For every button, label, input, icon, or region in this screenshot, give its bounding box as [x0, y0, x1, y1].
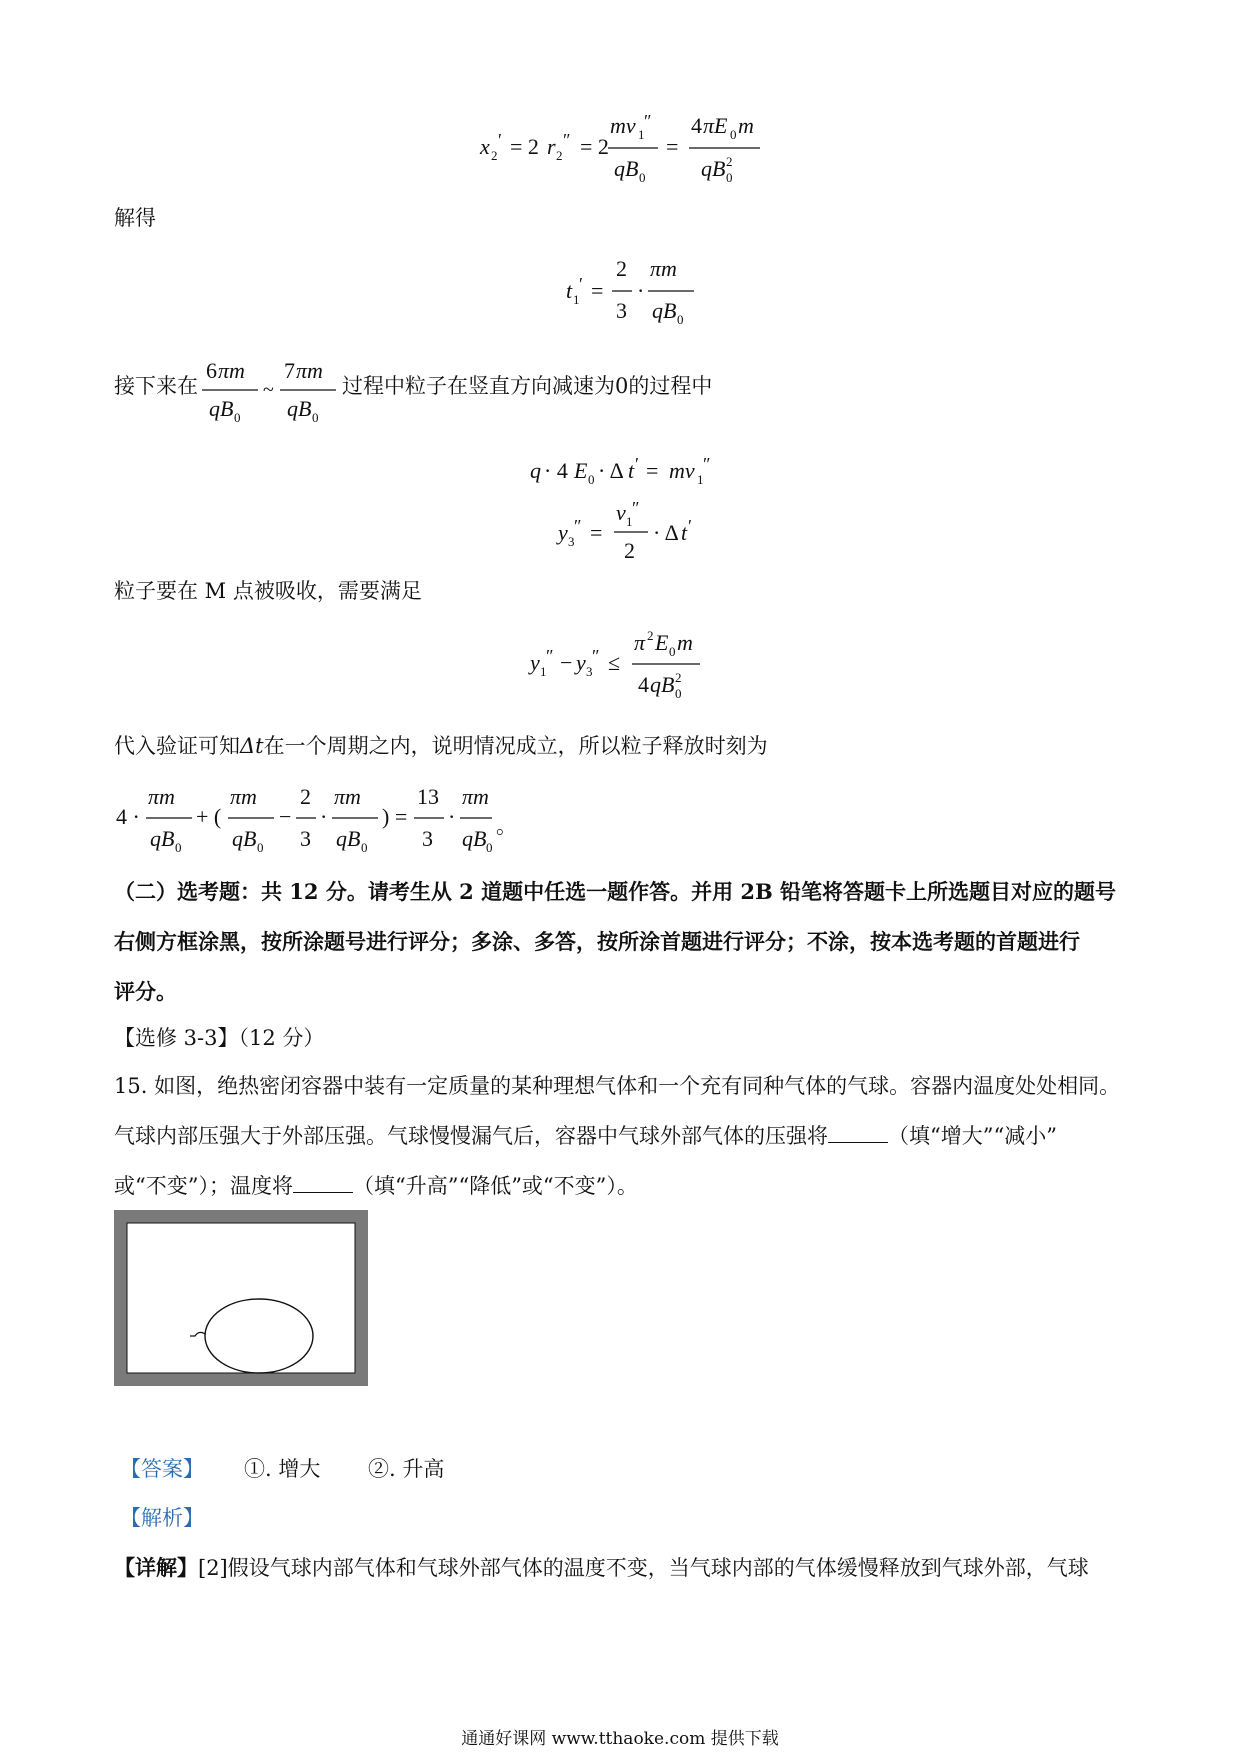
verify-line: 代入验证可知Δt在一个周期之内，说明情况成立，所以粒子释放时刻为: [114, 734, 768, 758]
equation-y3: [556, 500, 716, 570]
svg-text:πm: πm: [148, 784, 175, 809]
inequality-y: [528, 626, 728, 704]
period-mark: 。: [496, 814, 517, 838]
q15-line-3: 或“不变”）；温度将 （填“升高”“降低”或“不变”）。: [114, 1174, 638, 1198]
svg-text:3: 3: [616, 298, 627, 323]
svg-text:2: 2: [675, 670, 682, 685]
svg-text:″: ″: [632, 498, 640, 518]
svg-text:·: ·: [320, 804, 328, 829]
svg-text:πE: πE: [703, 113, 728, 138]
svg-text:0: 0: [639, 170, 646, 185]
svg-text:qB: qB: [209, 396, 234, 421]
svg-text:qB: qB: [287, 396, 312, 421]
svg-text:·: ·: [637, 278, 645, 303]
svg-text:2: 2: [616, 256, 627, 281]
detail-line: 【详解】[2]假设气球内部气体和气球外部气体的温度不变，当气球内部的气体缓慢释放到气球外部，气球: [114, 1555, 1089, 1580]
answer-blank-2: [293, 1174, 353, 1193]
svg-text:4 ·: 4 ·: [116, 804, 140, 829]
svg-text:2: 2: [647, 628, 654, 643]
svg-text:~: ~: [263, 379, 274, 401]
svg-text:=: =: [591, 278, 604, 303]
svg-text:0: 0: [726, 170, 733, 185]
svg-text:−: −: [279, 804, 292, 829]
svg-text:t: t: [628, 458, 635, 483]
svg-text:y: y: [530, 650, 540, 675]
svg-text:−: −: [560, 650, 573, 675]
svg-text:2: 2: [491, 148, 498, 163]
equation-t1-prime: [564, 254, 704, 334]
svg-text:3: 3: [422, 826, 433, 851]
svg-text:0: 0: [175, 840, 182, 855]
svg-text:0: 0: [361, 840, 368, 855]
svg-text:1: 1: [697, 472, 704, 487]
svg-text:π: π: [634, 630, 646, 655]
svg-text:qB: qB: [336, 826, 361, 851]
svg-text:1: 1: [540, 664, 547, 679]
release-time-expression: [114, 780, 494, 856]
solve-label: 解得: [114, 206, 156, 230]
analysis-tag: 【解析】: [120, 1506, 204, 1530]
svg-text:E: E: [655, 630, 669, 655]
svg-text:m: m: [677, 630, 693, 655]
equation-x2-prime: [478, 108, 798, 188]
svg-text:″: ″: [563, 130, 571, 150]
svg-text:+ (: + (: [196, 804, 222, 829]
svg-text:2: 2: [300, 784, 311, 809]
svg-text:3: 3: [568, 534, 575, 549]
svg-text:″: ″: [644, 111, 652, 131]
svg-text:1: 1: [573, 292, 580, 307]
svg-text:″: ″: [703, 454, 711, 474]
svg-text:πm: πm: [218, 358, 245, 383]
svg-text:· 4: · 4: [544, 458, 568, 483]
svg-text:qB: qB: [652, 298, 677, 323]
then-suffix: 过程中粒子在竖直方向减速为0的过程中: [342, 374, 713, 398]
svg-text:0: 0: [677, 312, 684, 327]
svg-text:) =: ) =: [382, 804, 408, 829]
container-diagram: [114, 1210, 368, 1386]
svg-text:qB: qB: [701, 156, 726, 181]
svg-text:7: 7: [284, 358, 295, 383]
absorb-line: 粒子要在 M 点被吸收，需要满足: [114, 579, 422, 603]
svg-text:1: 1: [638, 127, 645, 142]
svg-text:″: ″: [592, 646, 600, 666]
svg-text:= 2: = 2: [580, 134, 609, 159]
section-heading-line-3: 评分。: [114, 979, 177, 1004]
svg-text:0: 0: [669, 644, 676, 659]
svg-text:0: 0: [588, 472, 595, 487]
svg-text:0: 0: [312, 410, 319, 425]
svg-text:=: =: [646, 458, 659, 483]
svg-text:0: 0: [234, 410, 241, 425]
svg-text:r: r: [547, 134, 556, 159]
svg-text:qB: qB: [650, 672, 675, 697]
svg-text:t: t: [681, 520, 688, 545]
equation-impulse: [528, 452, 748, 488]
svg-text:3: 3: [300, 826, 311, 851]
svg-text:· Δ: · Δ: [598, 458, 624, 483]
svg-text:=: =: [666, 134, 679, 159]
svg-text:q: q: [530, 458, 541, 483]
answer-tag: 【答案】: [120, 1457, 204, 1481]
svg-text:0: 0: [257, 840, 264, 855]
svg-text:v: v: [616, 500, 626, 525]
svg-text:1: 1: [626, 514, 633, 529]
answer-1: ①. 增大: [244, 1457, 321, 1481]
svg-text:x: x: [480, 134, 490, 159]
svg-text:= 2: = 2: [510, 134, 539, 159]
svg-text:y: y: [558, 520, 568, 545]
svg-text:13: 13: [417, 784, 439, 809]
svg-text:qB: qB: [232, 826, 257, 851]
svg-text:πm: πm: [296, 358, 323, 383]
svg-text:′: ′: [498, 130, 502, 150]
svg-text:· Δ: · Δ: [653, 520, 679, 545]
section-heading-line-1: （二）选考题：共 12 分。请考生从 2 道题中任选一题作答。并用 2B 铅笔将答题卡上所选题目对应的题号: [114, 879, 1117, 904]
q15-line-1: 15. 如图，绝热密闭容器中装有一定质量的某种理想气体和一个充有同种气体的气球。容器内温度处处相同。: [114, 1074, 1121, 1098]
svg-text:4: 4: [638, 672, 649, 697]
svg-text:πm: πm: [462, 784, 489, 809]
svg-text:″: ″: [574, 516, 582, 536]
answer-blank-1: [828, 1124, 888, 1143]
svg-text:2: 2: [624, 538, 635, 563]
q15-line-2: 气球内部压强大于外部压强。气球慢慢漏气后，容器中气球外部气体的压强将 （填“增大”“减小”: [114, 1124, 1057, 1148]
svg-text:qB: qB: [150, 826, 175, 851]
svg-text:E: E: [574, 458, 588, 483]
svg-text:4: 4: [691, 113, 702, 138]
svg-text:·: ·: [448, 804, 456, 829]
svg-text:qB: qB: [462, 826, 487, 851]
svg-text:′: ′: [688, 516, 692, 536]
svg-text:t: t: [566, 278, 573, 303]
svg-text:″: ″: [546, 646, 554, 666]
svg-text:≤: ≤: [608, 650, 621, 675]
svg-text:m: m: [738, 113, 754, 138]
module-label: 【选修 3-3】（12 分）: [114, 1026, 325, 1050]
svg-text:0: 0: [730, 127, 737, 142]
svg-text:2: 2: [556, 148, 563, 163]
svg-text:3: 3: [586, 664, 593, 679]
svg-text:0: 0: [675, 686, 682, 701]
svg-text:′: ′: [635, 454, 639, 474]
section-heading-line-2: 右侧方框涂黑，按所涂题号进行评分；多涂、多答，按所涂首题进行评分；不涂，按本选考题的首题进行: [114, 929, 1080, 954]
footer-source: 通通好课网 www.tthaoke.com 提供下载: [461, 1729, 779, 1749]
then-prefix: 接下来在: [114, 374, 198, 398]
svg-text:mv: mv: [610, 113, 636, 138]
svg-text:0: 0: [486, 840, 493, 855]
svg-text:y: y: [576, 650, 586, 675]
answer-2: ②. 升高: [368, 1457, 445, 1481]
svg-text:qB: qB: [614, 156, 639, 181]
svg-text:πm: πm: [230, 784, 257, 809]
svg-text:πm: πm: [650, 256, 677, 281]
svg-text:πm: πm: [334, 784, 361, 809]
svg-text:′: ′: [579, 274, 583, 294]
svg-text:=: =: [590, 520, 603, 545]
svg-text:2: 2: [726, 154, 733, 169]
interval-fractions: [200, 354, 340, 426]
svg-text:6: 6: [206, 358, 217, 383]
svg-text:mv: mv: [669, 458, 695, 483]
